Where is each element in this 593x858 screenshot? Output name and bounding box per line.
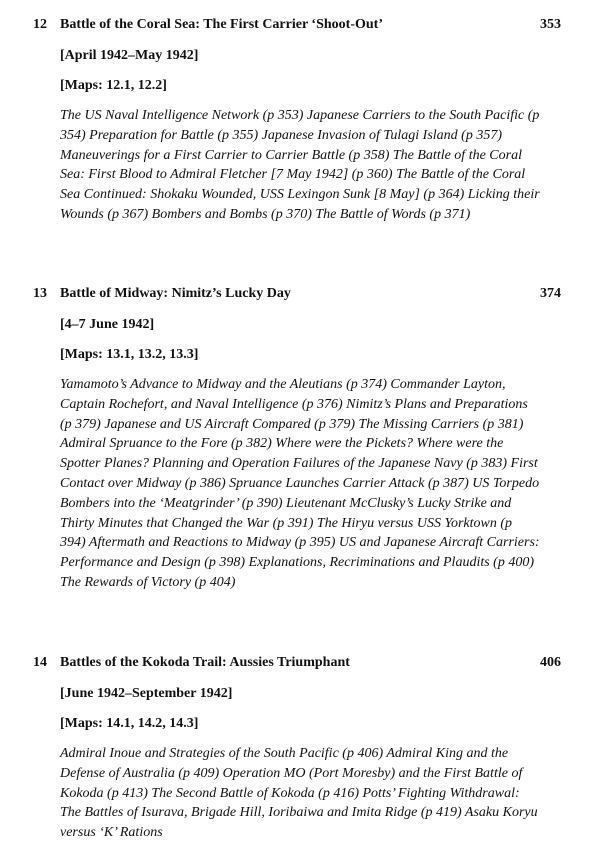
chapter-number: 12 [33, 17, 47, 32]
chapter-sections: Admiral Inoue and Strategies of the South Pacific (p 406) Admiral King and the Defense of Australia (p 409) Operation MO (Port Moresby) and the First Battle of Kokoda (p 413) The Second Battle of Kokoda (p 416) Potts’ Fighting Withdrawal: The Battles of Isurava, Brigade Hill, Ioribaiwa and Imita Ridge (p 419) Asaku Koryu versus ‘K’ Rations [60, 746, 538, 841]
chapter-sections: Yamamoto’s Advance to Midway and the Aleutians (p 374) Commander Layton, Captain Rochefort, and Naval Intelligence (p 376) Nimitz’s Plans and Preparations (p 379) Japanese and US Aircraft Compared (p 379) The Missing Carriers (p 381) Admiral Spruance to the Fore (p 382) Where were the Pickets? Where were the Spotter Planes? Planning and Operation Failures of the Japanese Navy (p 383) First Contact over Midway (p 386) Spruance Launches Carrier Attack (p 387) US Torpedo Bombers into the ‘Meatgrinder’ (p 390) Lieutenant McClusky’s Lucky Strike and Thirty Minutes that Changed the War (p 391) The Hiryu versus USS Yorktown (p 394) Aftermath and Reactions to Midway (p 395) US and Japanese Aircraft Carriers: Performance and Design (p 398) Explanations, Recriminations and Plaudits (p 400) The Rewards of Victory (p 404) [60, 377, 540, 590]
chapter-13 [0, 286, 593, 593]
chapter-heading [0, 17, 593, 39]
chapter-number: 14 [33, 655, 47, 670]
chapter-maps: [Maps: 12.1, 12.2] [60, 78, 167, 93]
chapter-heading [0, 286, 593, 308]
chapter-maps: [Maps: 14.1, 14.2, 14.3] [60, 716, 199, 731]
chapter-dates: [April 1942–May 1942] [60, 48, 199, 63]
chapter-title: Battles of the Kokoda Trail: Aussies Triumphant [60, 655, 350, 670]
chapter-sections: The US Naval Intelligence Network (p 353) Japanese Carriers to the South Pacific (p 354) Preparation for Battle (p 355) Japanese Invasion of Tulagi Island (p 357) Maneuverings for a First Carrier to Carrier Battle (p 358) The Battle of the Coral Sea: First Blood to Admiral Fletcher [7 May 1942] (p 360) The Battle of the Coral Sea Continued: Shokaku Wounded, USS Lexingon Sunk [8 May] (p 364) Licking their Wounds (p 367) Bombers and Bombs (p 370) The Battle of Words (p 371) [60, 108, 540, 222]
chapter-page-number: 374 [540, 286, 561, 301]
chapter-maps: [Maps: 13.1, 13.2, 13.3] [60, 347, 199, 362]
chapter-page-number: 406 [540, 655, 561, 670]
chapter-12 [0, 17, 593, 225]
chapter-number: 13 [33, 286, 47, 301]
chapter-page-number: 353 [540, 17, 561, 32]
chapter-dates: [4–7 June 1942] [60, 317, 155, 332]
chapter-dates: [June 1942–September 1942] [60, 686, 233, 701]
chapter-14 [0, 655, 593, 843]
chapter-title: Battle of Midway: Nimitz’s Lucky Day [60, 286, 291, 301]
chapter-heading [0, 655, 593, 677]
chapter-title: Battle of the Coral Sea: The First Carrier ‘Shoot-Out’ [60, 17, 383, 32]
